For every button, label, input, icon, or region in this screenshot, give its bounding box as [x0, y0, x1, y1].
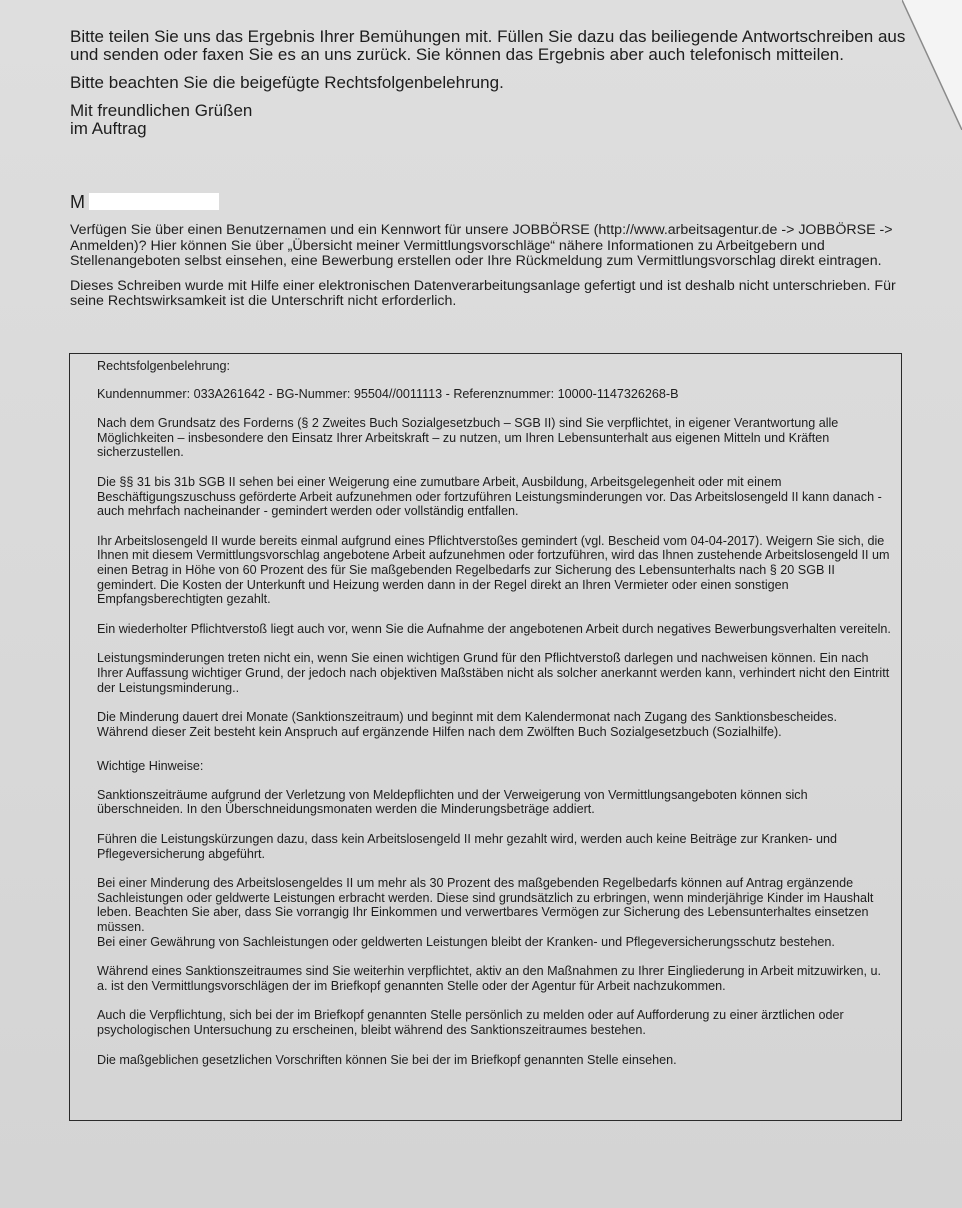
hint-paragraph: Während eines Sanktionszeitraumes sind Sie weiterhin verpflichtet, aktiv an den Maßnahmen zu Ihrer Eingliederung in Arbeit mitzuwirken, u. a. ist den Vermittlungsvorschlägen der im Briefkopf genannten Stelle oder der Agentur für Arbeit nachzukommen. [97, 964, 882, 993]
box-heading: Rechtsfolgenbelehrung: [97, 359, 231, 373]
intro-notice: Bitte beachten Sie die beigefügte Rechtsfolgenbelehrung. [70, 73, 504, 92]
greeting: Mit freundlichen Grüßen [70, 101, 253, 120]
hints-heading: Wichtige Hinweise: [97, 759, 204, 774]
box-paragraph: Ein wiederholter Pflichtverstoß liegt auch vor, wenn Sie die Aufnahme der angebotenen Arbeit durch negatives Bewerbungsverhalten vereiteln. [97, 621, 891, 636]
rechtsfolgen-box [69, 353, 902, 1121]
hint-paragraph: Auch die Verpflichtung, sich bei der im Briefkopf genannten Stelle persönlich zu melden oder auf Aufforderung zu einer ärztlichen oder psychologischen Untersuchung zu erscheinen, bleibt während des Sanktionszeitraumes bestehen. [97, 1008, 844, 1037]
hint-paragraph: Die maßgeblichen gesetzlichen Vorschriften können Sie bei der im Briefkopf genannten Stelle einsehen. [97, 1052, 677, 1067]
intro-paragraph: Bitte teilen Sie uns das Ergebnis Ihrer Bemühungen mit. Füllen Sie dazu das beiliegende Antwortschreiben aus und senden oder faxen Sie es an uns zurück. Sie können das Ergebnis aber auch telefonisch mitteilen. [70, 27, 906, 64]
signature-initial: M [70, 192, 85, 212]
signature-line [70, 192, 219, 213]
box-paragraph: Leistungsminderungen treten nicht ein, wenn Sie einen wichtigen Grund für den Pflichtverstoß darlegen und nachweisen können. Ein nach Ihrer Auffassung wichtiger Grund, der jedoch nach objektiven Maßstäben nicht als solcher anerkannt werden kann, verhindert nicht den Eintritt der Leistungsminderung.. [97, 651, 890, 695]
hint-paragraph: Sanktionszeiträume aufgrund der Verletzung von Meldepflichten und der Verweigerung von Vermittlungsangeboten können sich überschneiden. In den Überschneidungsmonaten werden die Minderungsbeträge addiert. [97, 787, 808, 817]
intro-section [70, 28, 930, 138]
jobboerse-paragraph: Verfügen Sie über einen Benutzernamen und ein Kennwort für unsere JOBBÖRSE (http://www.arbeitsagentur.de -> JOBBÖRSE -> Anmelden)? Hier können Sie über „Übersicht meiner Vermittlungsvorschläge“ nähere Informationen zu Arbeitgebern und Stellenangeboten selbst einsehen, eine Bewerbung erstellen oder Ihre Rückmeldung zum Vermittlungsvorschlag direkt eintragen. [70, 222, 893, 269]
hint-paragraph: Bei einer Gewährung von Sachleistungen oder geldwerten Leistungen bleibt der Kranken- und Pflegeversicherungsschutz bestehen. [97, 934, 835, 949]
hint-paragraph: Bei einer Minderung des Arbeitslosengeldes II um mehr als 30 Prozent des maßgebenden Regelbedarfs können auf Antrag ergänzende Sachleistungen oder geldwerte Leistungen erbracht werden. Diese sind grundsätzlich zu erbringen, wenn minderjährige Kinder im Haushalt leben. Beachten Sie aber, dass Sie vorrangig Ihr Einkommen und verwertbares Vermögen zur Sicherung des Lebensunterhaltes einsetzen müssen. [97, 876, 874, 935]
hint-paragraph: Führen die Leistungskürzungen dazu, dass kein Arbeitslosengeld II mehr gezahlt wird, werden auch keine Beiträge zur Kranken- und Pflegeversicherung abgeführt. [97, 832, 837, 861]
auftrag: im Auftrag [70, 119, 147, 138]
info-section [70, 223, 930, 319]
redacted-name [89, 193, 219, 210]
box-paragraph: Die §§ 31 bis 31b SGB II sehen bei einer Weigerung eine zumutbare Arbeit, Ausbildung, Arbeitsgelegenheit oder mit einem Beschäftigungszuschuss geförderte Arbeit aufzunehmen oder fortzuführen Leistungsminderungen vor. Das Arbeitslosengeld II kann danach - auch mehrfach nacheinander - gemindert werden oder vollständig entfallen. [97, 474, 882, 519]
kundennummer-line: Kundennummer: 033A261642 - BG-Nummer: 95504//0011113 - Referenznummer: 10000-1147326268-B [97, 386, 679, 401]
electronic-notice: Dieses Schreiben wurde mit Hilfe einer elektronischen Datenverarbeitungsanlage gefertigt und ist deshalb nicht unterschrieben. Für seine Rechtswirksamkeit ist die Unterschrift nicht erforderlich. [70, 277, 896, 309]
box-paragraph: Die Minderung dauert drei Monate (Sanktionszeitraum) und beginnt mit dem Kalendermonat nach Zugang des Sanktionsbescheides. Während dieser Zeit besteht kein Anspruch auf ergänzende Hilfen nach dem Zwölften Buch Sozialgesetzbuch (Sozialhilfe). [97, 710, 837, 739]
box-paragraph: Ihr Arbeitslosengeld II wurde bereits einmal aufgrund eines Pflichtverstoßes gemindert (vgl. Bescheid vom 04-04-2017). Weigern Sie sich, die Ihnen mit diesem Vermittlungsvorschlag angebotene Arbeit aufzunehmen oder fortzuführen, wird das Ihnen zustehende Arbeitslosengeld II um einen Betrag in Höhe von 60 Prozent des für Sie maßgebenden Regelbedarfs zur Sicherung des Lebensunterhalts nach § 20 SGB II gemindert. Die Kosten der Unterkunft und Heizung werden dann in der Regel direkt an Ihren Vermieter oder einen sonstigen Empfangsberechtigten gezahlt. [97, 533, 890, 607]
box-paragraph: Nach dem Grundsatz des Forderns (§ 2 Zweites Buch Sozialgesetzbuch – SGB II) sind Sie verpflichtet, in eigener Verantwortung alle Möglichkeiten – insbesondere den Einsatz Ihrer Arbeitskraft – zu nutzen, um Ihren Lebensunterhalt aus eigenen Mitteln und Kräften sicherzustellen. [97, 416, 839, 460]
